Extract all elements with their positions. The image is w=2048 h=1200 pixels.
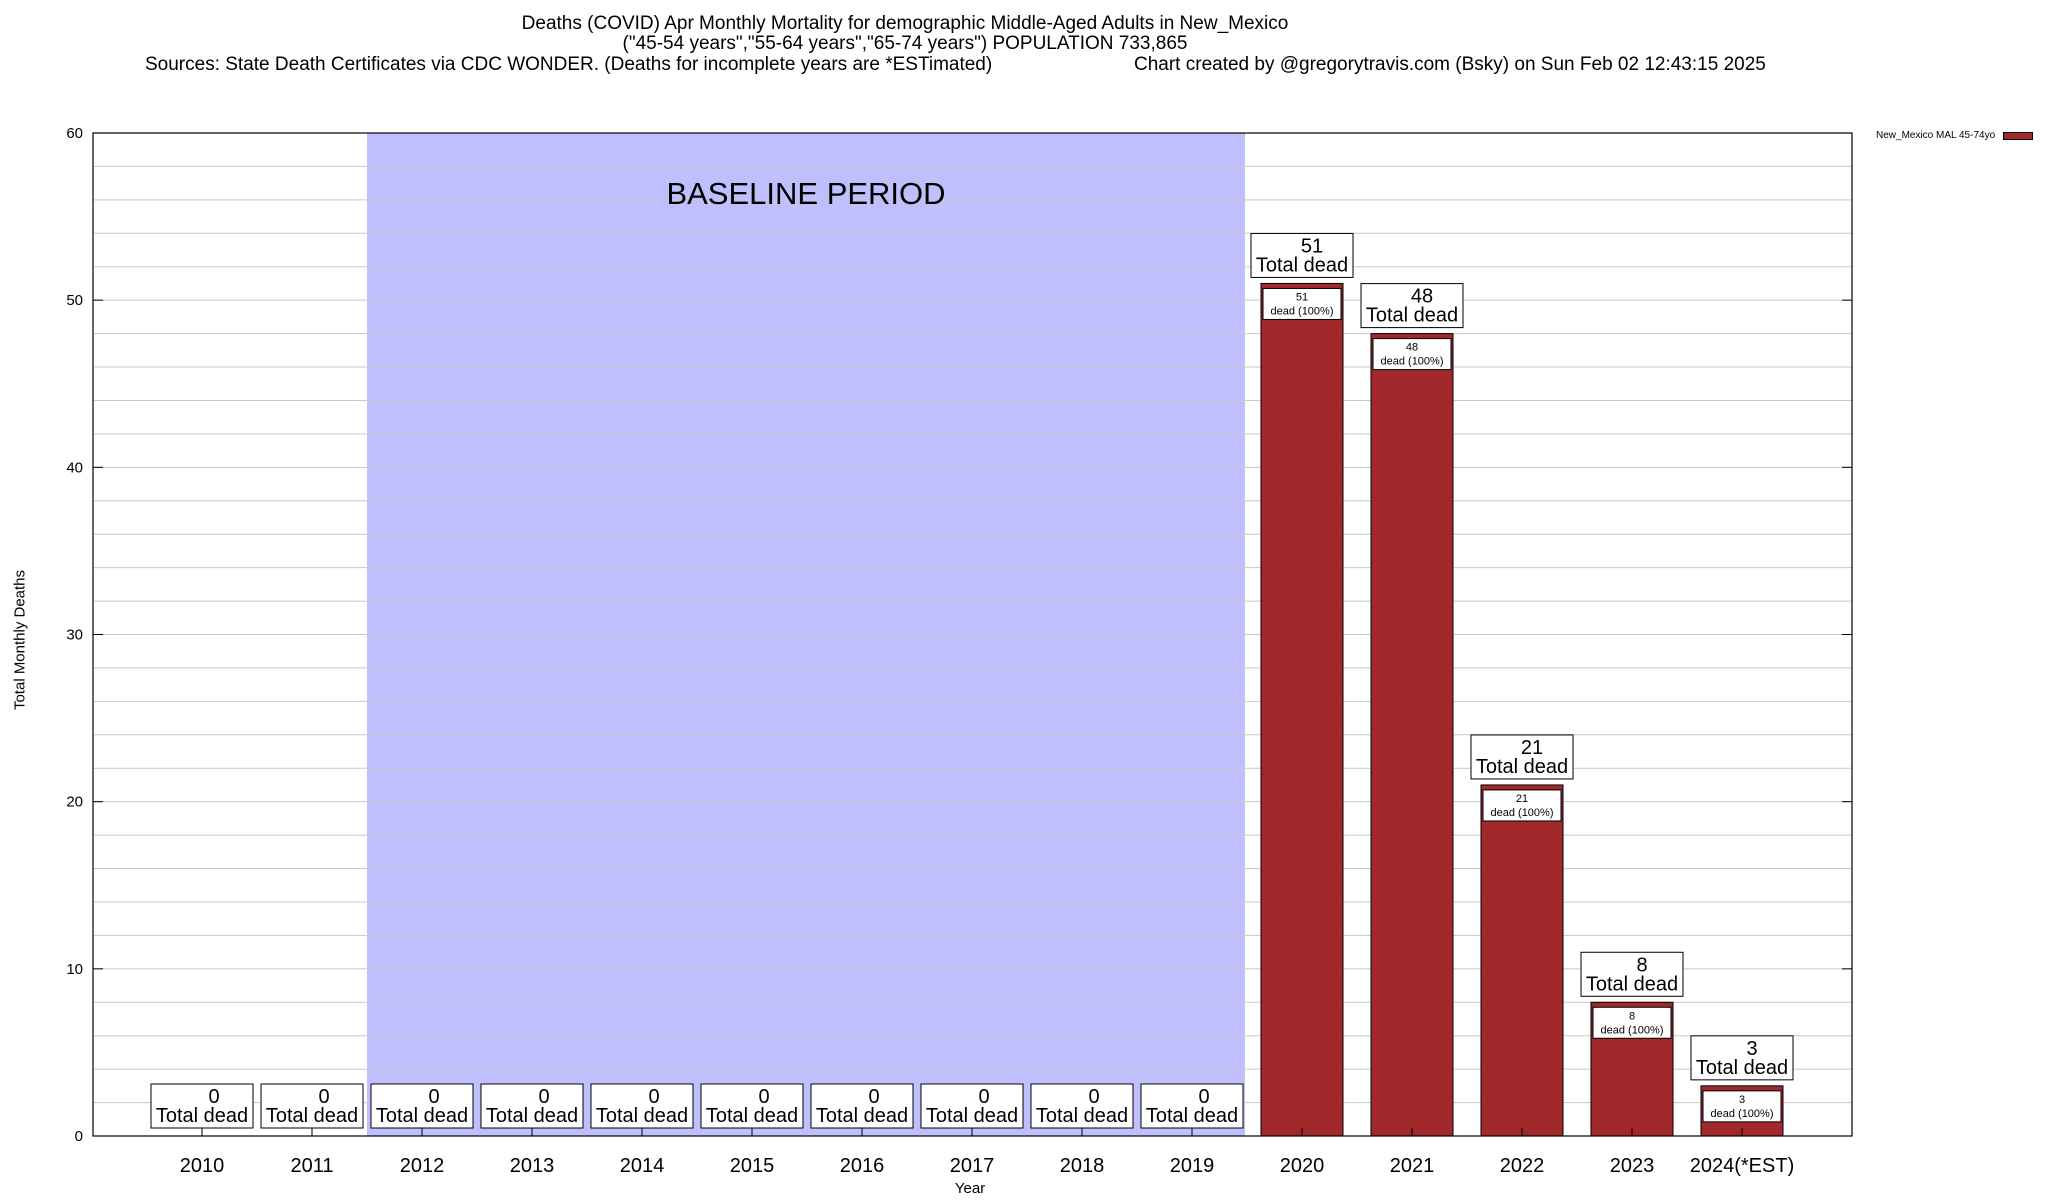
chart-title-line2: ("45-54 years","55-64 years","65-74 years") POPULATION 733,865	[622, 33, 1188, 54]
y-axis-label: Total Monthly Deaths	[11, 569, 29, 711]
chart-title-line1: Deaths (COVID) Apr Monthly Mortality for demographic Middle-Aged Adults in New_Mexico	[521, 13, 1289, 34]
x-tick-label: 2019	[1169, 1155, 1215, 1177]
total-label-text: Total dead	[595, 1105, 689, 1127]
bar-inner-value: 51	[1295, 291, 1309, 304]
total-label-text: Total dead	[265, 1105, 359, 1127]
bar	[1481, 785, 1563, 1136]
chart-sources: Sources: State Death Certificates via CDC WONDER. (Deaths for incomplete years are *ESTimated)	[145, 54, 993, 75]
x-tick-label: 2018	[1059, 1155, 1105, 1177]
y-tick-label: 50	[66, 292, 83, 310]
bar-inner-pct: dead (100%)	[1270, 305, 1334, 318]
y-tick-label: 40	[66, 459, 83, 477]
total-label-value: 0	[1088, 1086, 1100, 1108]
x-tick-label: 2010	[179, 1155, 225, 1177]
total-label-value: 0	[978, 1086, 990, 1108]
total-label-value: 0	[318, 1086, 330, 1108]
bar-inner-value: 21	[1515, 792, 1529, 805]
bar-inner-pct: dead (100%)	[1380, 355, 1444, 368]
chart-legend	[1876, 130, 2033, 141]
x-tick-label: 2013	[509, 1155, 555, 1177]
x-axis-label: Year	[954, 1180, 986, 1197]
total-label-value: 3	[1746, 1037, 1758, 1060]
bar	[1371, 334, 1453, 1136]
total-label-text: Total dead	[1695, 1056, 1789, 1079]
total-label-text: Total dead	[1585, 973, 1679, 996]
total-label-value: 0	[1198, 1086, 1210, 1108]
chart-credit: Chart created by @gregorytravis.com (Bsky) on Sun Feb 02 12:43:15 2025	[1134, 54, 1766, 75]
total-label-value: 0	[868, 1086, 880, 1108]
x-tick-label: 2012	[399, 1155, 445, 1177]
y-tick-label: 10	[66, 960, 83, 978]
baseline-label: BASELINE PERIOD	[666, 176, 946, 211]
total-label-text: Total dead	[485, 1105, 579, 1127]
x-tick-label: 2011	[290, 1155, 334, 1177]
x-tick-label: 2017	[949, 1155, 995, 1177]
total-label-value: 0	[758, 1086, 770, 1108]
total-label-value: 8	[1636, 954, 1648, 977]
total-label-text: Total dead	[155, 1105, 249, 1127]
bar-inner-value: 8	[1628, 1010, 1636, 1023]
total-label-text: Total dead	[1035, 1105, 1129, 1127]
total-label-text: Total dead	[815, 1105, 909, 1127]
y-tick-label: 20	[66, 793, 83, 811]
total-label-value: 0	[648, 1086, 660, 1108]
total-label-value: 21	[1520, 736, 1544, 759]
bar-inner-pct: dead (100%)	[1600, 1024, 1664, 1037]
total-label-text: Total dead	[705, 1105, 799, 1127]
total-label-text: Total dead	[1145, 1105, 1239, 1127]
bar-inner-value: 48	[1405, 341, 1419, 354]
total-label-value: 48	[1410, 285, 1434, 308]
total-label-value: 0	[428, 1086, 440, 1108]
x-tick-label: 2022	[1499, 1155, 1545, 1177]
y-tick-label: 30	[66, 626, 83, 644]
total-label-text: Total dead	[1475, 755, 1569, 778]
total-label-text: Total dead	[375, 1105, 469, 1127]
x-tick-label: 2024(*EST)	[1689, 1155, 1795, 1177]
x-tick-label: 2015	[729, 1155, 775, 1177]
bar-inner-pct: dead (100%)	[1490, 806, 1554, 819]
x-tick-label: 2020	[1279, 1155, 1325, 1177]
x-tick-label: 2023	[1609, 1155, 1655, 1177]
y-tick-label: 60	[66, 125, 83, 142]
total-label-value: 0	[208, 1086, 220, 1108]
bar-inner-value: 3	[1738, 1093, 1746, 1106]
x-tick-label: 2014	[619, 1155, 665, 1177]
x-tick-label: 2021	[1389, 1155, 1435, 1177]
total-label-text: Total dead	[1255, 254, 1349, 277]
legend-swatch	[2003, 132, 2033, 140]
legend-label: New_Mexico MAL 45-74yo	[1876, 130, 1996, 141]
total-label-text: Total dead	[1365, 304, 1459, 327]
total-label-value: 51	[1300, 235, 1324, 258]
x-tick-label: 2016	[839, 1155, 885, 1177]
bar-inner-pct: dead (100%)	[1710, 1107, 1774, 1120]
y-tick-label: 0	[74, 1128, 83, 1145]
bar	[1261, 283, 1343, 1136]
total-label-value: 0	[538, 1086, 550, 1108]
total-label-text: Total dead	[925, 1105, 1019, 1127]
